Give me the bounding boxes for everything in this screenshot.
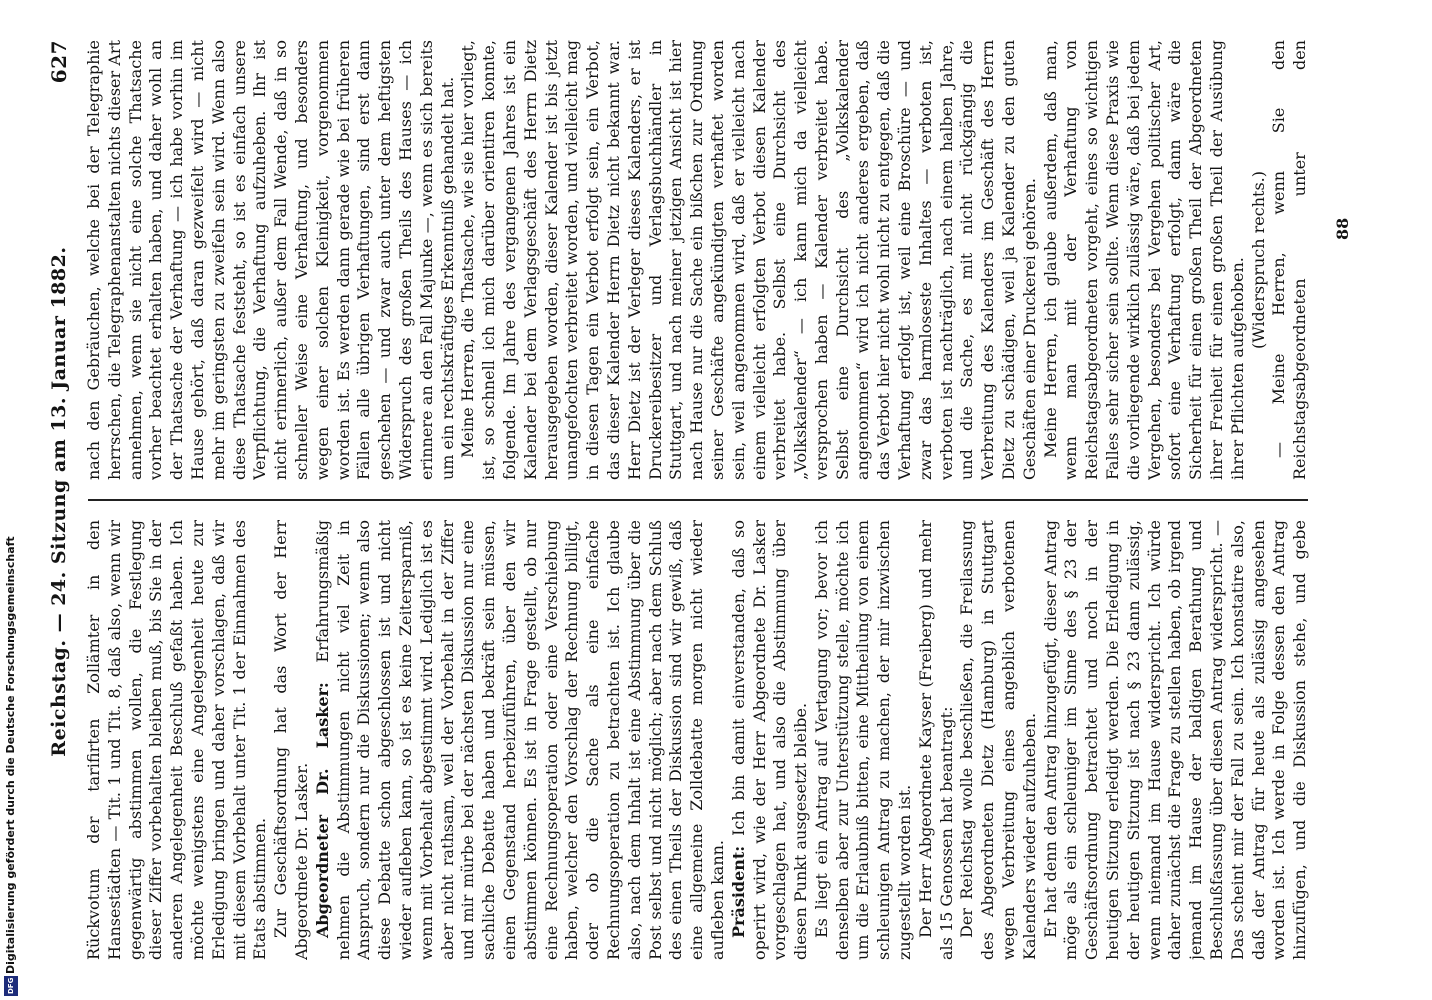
running-title: Reichstag. — 24. Sitzung am 13. Januar 1882. <box>48 246 70 757</box>
paragraph: nach den Gebräuchen, welche bei der Telegraphie herrschen, die Telegraphenanstalten nichts dieser Art annehmen, wenn sie nicht eine solche Thatsache vorher beachtet erhalten haben, und daher wohl an der Thatsache der Verhaftung — ich habe vorhin im Hause gehört, daß daran gezweifelt wird — nicht mehr im geringsten zu zweifeln sein wird. Wenn also diese Thatsache feststeht, so ist es einfach unsere Verpflichtung, die Verhaftung aufzuheben. Ihr ist nicht erinnerlich, außer dem Fall Wende, daß in so schneller Weise eine Verhaftung, und besonders wegen einer solchen Kleinigkeit, vorgenommen worden ist. Es werden dann gerade wie bei früheren Fällen alle übrigen Verhaftungen, sind erst dann geschehen — und zwar auch unter dem heftigsten Widerspruch des großen Theils des Hauses — ich erinnere an den Fall Majunke —, wenn es sich bereits um ein rechtskräftiges Erkenntniß gehandelt hat. <box>84 40 457 480</box>
paragraph: Meine Herren, ich glaube außerdem, daß man, wenn man mit der Verhaftung von Reichstagsabgeordneten vorgeht, eines so wichtigen Falles sehr sicher sein sollte. Wenn diese Praxis wie die vorliegende wirklich zulässig wäre, daß bei jedem Vergehen, besonders bei Vergehen politischer Art, sofort eine Verhaftung erfolgt, dann wäre die Sicherheit für einen großen Theil der Abgeordneten ihrer Freiheit für einen großen Theil der Ausübung ihrer Pflichten aufgehoben. <box>1040 40 1247 480</box>
speaker-label: Abgeordneter Dr. Lasker: <box>312 682 332 938</box>
paragraph: Meine Herren, die Thatsache, wie sie hier vorliegt, ist, so schnell ich mich darüber orientiren konnte, folgende. Im Jahre des vergangenen Jahres ist ein Kalender bei dem Verlagsgeschäft des Herrn Dietz herausgegeben worden, dieser Kalender ist bis jetzt unangefochten verbreitet worden, und vielleicht mag in diesen Tagen ein Verbot erfolgt sein, ein Verbot, das dieser Kalender Herrn Dietz nicht bekannt war. Herr Dietz ist der Verleger dieses Kalenders, er ist Druckereibesitzer und Verlagsbuchhändler in Stuttgart, und nach meiner jetzigen Ansicht ist hier nach Hause nur die Sache ein bißchen zur Ordnung seiner Geschäfte angekündigten verhaftet worden sein, weil angenommen wird, daß er vielleicht nach einem vielleicht erfolgten Verbot diesen Kalender verbreitet habe. Selbst eine Durchsicht des „Volkskalender“ — ich kann mich da vielleicht versprochen haben — Kalender verbreitet habe. Selbst eine Durchsicht des „Volkskalender angenommen“ wird ich nicht anderes ergeben, daß das Verbot hier nicht wohl nicht zu entgegen, daß die Verhaftung erfolgt ist, weil eine Broschüre — und zwar das harmloseste Inhaltes — verboten ist, verboten ist nachträglich, nach einem halben Jahre, und die Sache, es mit nicht rückgängig die Verbreitung des Kalenders im Geschäft des Herrn Dietz zu schädigen, weil ja Kalender zu den guten Geschäften einer Druckerei gehören. <box>458 40 1039 480</box>
motion-text: Der Reichstag wolle beschließen, die Freilassung des Abgeordneten Dietz (Hamburg) in Stuttgart wegen Verbreitung eines angeblich verbotenen Kalenders wieder aufzuheben. <box>957 520 1039 960</box>
paragraph <box>313 520 729 960</box>
paragraph: Es liegt ein Antrag auf Vertagung vor; bevor ich denselben aber zur Unterstützung stelle, möchte ich um die Erlaubniß bitten, eine Mittheilung von einem schleunigen Antrag zu machen, der mir inzwischen zugestellt worden ist. <box>811 520 915 960</box>
stamp-text: Digitalisierung gefördert durch die Deutsche Forschungsgemeinschaft <box>4 536 17 974</box>
rotated-document-page <box>40 0 1372 1000</box>
speech-text: Ich bin damit einverstanden, daß so operirt wird, wie der Herr Abgeordnete Dr. Lasker vorgeschlagen hat, und also die Abstimmung über diesen Punkt ausgesetzt bleibe. <box>728 520 811 960</box>
digitization-stamp <box>2 536 20 998</box>
right-column <box>84 40 1312 480</box>
paragraph: — Meine Herren, wenn Sie den Reichstagsabgeordneten unter den <box>1269 40 1310 480</box>
left-column <box>84 520 1312 960</box>
paragraph <box>729 520 812 960</box>
paragraph: Er hat denn den Antrag hinzugefügt, dieser Antrag möge als ein schleuniger im Sinne des § 23 der Geschäftsordnung betrachtet und noch in der heutigen Sitzung erledigt werden. Die Erledigung in der heutigen Sitzung ist nach § 23 dann zulässig, wenn niemand im Hause widerspricht. Ich würde daher zunächst die Frage zu stellen haben, ob irgend jemand im Hause der baldigen Berathung und Beschlußfassung über diesen Antrag widerspricht. — Das scheint mir der Fall zu sein. Ich konstatire also, daß der Antrag für heute als zulässig angesehen worden ist. Ich werde in Folge dessen den Antrag hinzufügen, und die Diskussion stehe, und gebe <box>1040 520 1310 960</box>
speaker-label: Präsident: <box>728 845 748 938</box>
column-divider <box>88 499 1308 501</box>
paragraph: Der Herr Abgeordnete Kayser (Freiberg) und mehr als 15 Genossen hat beantragt: <box>915 520 956 960</box>
page-signature: 88 <box>1333 217 1352 240</box>
paragraph: Rückvotum der tarifirten Zollämter in den Hansestädten — Tit. 1 und Tit. 8, daß also, wenn wir gegenwärtig abstimmen wollen, die Festlegung dieser Ziffer vorbehalten bleiben muß, bis Sie in der anderen Angelegenheit Beschluß gefaßt haben. Ich möchte wenigstens eine Angelegenheit heute zur Erledigung bringen und daher vorschlagen, daß wir mit diesem Vorbehalt unter Tit. 1 der Einnahmen des Etats abstimmen. <box>84 520 270 960</box>
page-number: 627 <box>47 40 71 84</box>
paragraph: Zur Geschäftsordnung hat das Wort der Herr Abgeordnete Dr. Lasker. <box>271 520 311 960</box>
page-header <box>40 40 78 960</box>
speech-text: Erfahrungsmäßig nehmen die Abstimmungen nicht viel Zeit in Anspruch, sondern nur die Diskussionen; wenn also diese Debatte schon abgeschlossen ist und nicht wieder aufleben kann, so ist es keine Zeitersparniß, wenn mit Vorbehalt abgestimmt wird. Lediglich ist es aber nicht rathsam, weil der Vorbehalt in der Ziffer und mir mürbe bei der nächsten Diskussion nur eine sachliche Debatte haben und bekräft sein müssen, einen Gegenstand herbeizuführen, über den wir abstimmen können. Es ist in Frage gestellt, ob nur eine Rechnungsoperation oder eine Verschiebung haben, welcher den Vorschlag der Rechnung billigt, oder ob die Sache als eine einfache Rechnungsoperation zu betrachten ist. Ich glaube also, nach dem Inhalt ist eine Abstimmung über die Post selbst und nicht möglich; aber nach dem Schluß des einen Theils der Diskussion sind wir gewiß, daß eine allgemeine Zolldebatte morgen nicht wieder aufleben kann. <box>312 520 727 960</box>
dfg-logo-icon: DFG <box>4 976 18 996</box>
interjection: (Widerspruch rechts.) <box>1248 171 1268 349</box>
